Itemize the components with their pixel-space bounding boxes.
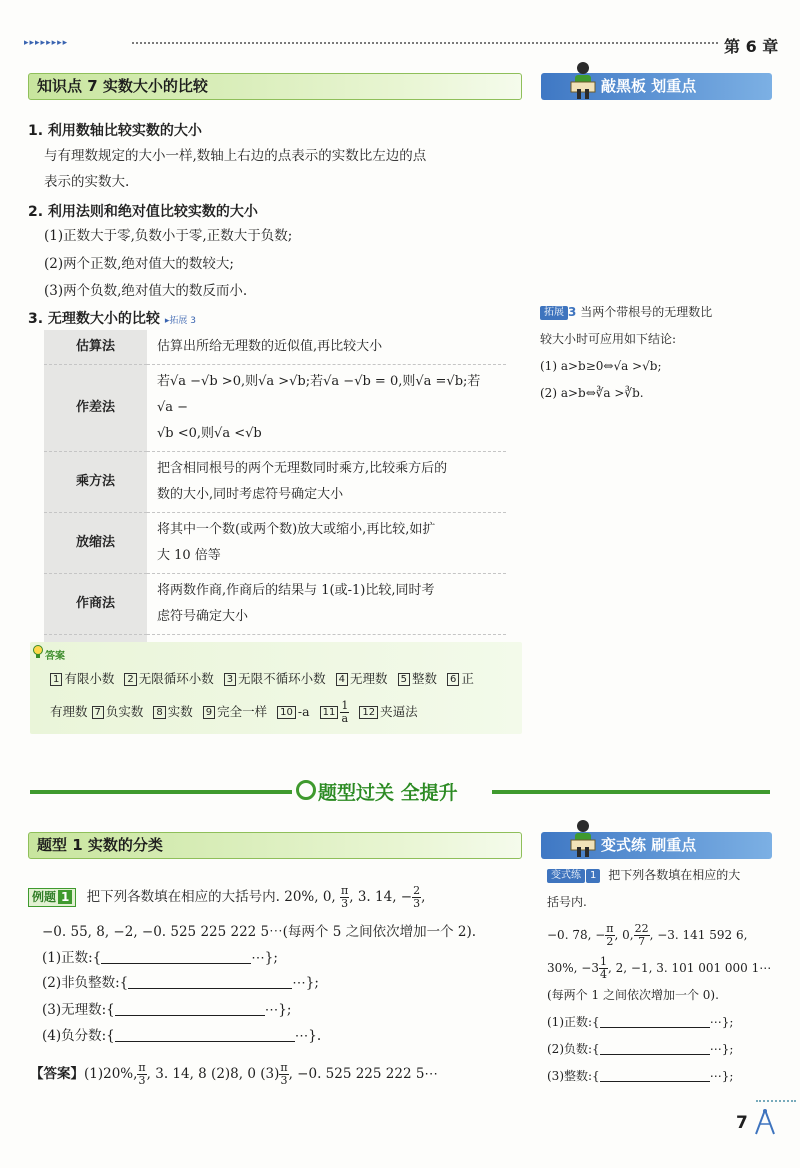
frac-den: 2	[606, 935, 614, 948]
answer-text: 正	[461, 671, 474, 686]
extension-badge: 拓展	[540, 306, 568, 320]
method-description	[147, 513, 506, 574]
answer-text: 整数	[411, 671, 437, 686]
variant-blank-tail: ⋯};	[709, 1069, 734, 1083]
answer-part-c: , −0. 525 225 222 5⋯	[288, 1066, 438, 1082]
method-desc-line2: 数的大小,同时考虑符号确定大小	[157, 487, 344, 502]
s2-line3: (3)两个负数,绝对值大的数反而小.	[44, 283, 248, 299]
example-text-b: , 3. 14, −	[349, 889, 413, 905]
s1-heading: 1. 利用数轴比较实数的大小	[28, 123, 202, 139]
variant-l4b: , 2, −1, 3. 101 001 000 1⋯	[608, 961, 772, 975]
compass-icon	[752, 1108, 778, 1136]
variant-blank-integer	[547, 1063, 775, 1090]
variant-blank-positive-line[interactable]	[600, 1014, 710, 1028]
variant-l4a: 30%, −3	[547, 961, 599, 975]
frac-22-over-7	[634, 923, 650, 948]
method-description	[147, 574, 506, 635]
answer-number: 11	[320, 706, 339, 719]
blank-tail: ⋯};	[292, 975, 319, 991]
answer-item	[92, 704, 144, 719]
lightbulb-icon	[32, 645, 44, 659]
blank-tail: ⋯};	[264, 1002, 292, 1018]
answer-text: 无限循环小数	[138, 671, 214, 686]
answer-item	[203, 704, 267, 719]
blank-positive-line[interactable]	[101, 950, 251, 964]
frac-1-over-4	[599, 956, 608, 981]
frac-num: 2	[413, 884, 421, 897]
answer-text: 夹逼法	[380, 704, 418, 719]
answer-line-2	[50, 700, 428, 725]
method-name: 作差法	[44, 365, 147, 452]
variant-blank-positive	[547, 1009, 775, 1036]
answer-number: 6	[447, 673, 459, 686]
side-note-text2: 较大小时可应用如下结论:	[540, 332, 677, 346]
s1-line2: 表示的实数大.	[44, 174, 130, 190]
method-description	[147, 365, 506, 452]
answer-item	[359, 704, 417, 719]
answer-number: 7	[92, 706, 104, 719]
variant-text5: (每两个 1 之间依次增加一个 0).	[547, 988, 719, 1002]
kp7-title-bar: 知识点 7 实数大小的比较	[28, 73, 522, 100]
method-desc-line2: 虑符号确定大小	[157, 609, 249, 624]
method-desc-line1: 将其中一个数(或两个数)放大或缩小,再比较,如扩	[157, 522, 436, 537]
frac-den: 3	[280, 1074, 288, 1087]
answer-text: 无限不循环小数	[238, 671, 326, 686]
frac-pi-over-3	[137, 1062, 146, 1087]
frac-1-over-a	[340, 700, 349, 725]
answer-number: 3	[224, 673, 236, 686]
banner-rule-right	[492, 790, 770, 794]
side-note-text1: 当两个带根号的无理数比	[580, 305, 713, 319]
variant-blank-negative-line[interactable]	[600, 1041, 710, 1055]
method-desc-line1: 估算出所给无理数的近似值,再比较大小	[157, 339, 383, 354]
banner-title: 题型过关 全提升	[318, 782, 458, 804]
example-badge	[28, 888, 76, 907]
frac-den: a	[341, 712, 349, 725]
example-text-a: 把下列各数填在相应的大括号内. 20%, 0,	[86, 889, 336, 905]
banner-target-icon	[296, 780, 316, 800]
blank-irrational	[42, 996, 291, 1025]
blank-neg-fraction	[42, 1022, 321, 1051]
side-note-text3: (1) a>b≥0⇔√a >√b;	[540, 359, 662, 373]
answer-number: 10	[277, 706, 296, 719]
frac-den: 3	[413, 897, 421, 910]
banner-rule-left	[30, 790, 292, 794]
answer-number: 1	[50, 673, 62, 686]
answer-item	[124, 671, 213, 686]
method-name: 作商法	[44, 574, 147, 635]
frac-num: π	[341, 884, 349, 897]
answer-number: 4	[336, 673, 348, 686]
frac-pi-over-2	[605, 923, 614, 948]
example-badge-text: 例题	[32, 890, 57, 904]
blank-nonneg-int-label: (2)非负整数:{	[42, 975, 129, 991]
frac-num: 22	[634, 922, 649, 935]
method-row	[44, 330, 506, 365]
teacher-figure-icon	[566, 60, 600, 100]
variant-blank-integer-label: (3)整数:{	[547, 1069, 600, 1083]
method-row	[44, 513, 506, 574]
method-description	[147, 330, 506, 365]
answer-item	[153, 704, 192, 719]
variant-blank-tail: ⋯};	[709, 1015, 734, 1029]
answer-line-1	[50, 669, 484, 687]
answer-label: 【答案】	[30, 1066, 84, 1082]
answer-text: 负实数	[105, 704, 144, 719]
s1-line1: 与有理数规定的大小一样,数轴上右边的点表示的实数比左边的点	[44, 148, 427, 164]
methods-table	[44, 330, 506, 670]
variant-blank-negative-label: (2)负数:{	[547, 1042, 600, 1056]
answer-text: -a	[297, 704, 310, 719]
blank-tail-last: ⋯}.	[294, 1028, 322, 1044]
method-desc-line1: 将两数作商,作商后的结果与 1(或-1)比较,同时考	[157, 583, 435, 598]
frac-2-over-3	[412, 885, 421, 910]
answer-text: 无理数	[350, 671, 388, 686]
answer-number: 12	[359, 706, 378, 719]
variant-l3a: −0. 7̇8̇, −	[547, 928, 606, 942]
variant-blank-positive-label: (1)正数:{	[547, 1015, 600, 1029]
answer-item	[398, 671, 437, 686]
answer-number: 9	[203, 706, 215, 719]
method-name: 乘方法	[44, 452, 147, 513]
frac-num: π	[138, 1061, 146, 1074]
blank-nonneg-int-line[interactable]	[128, 975, 292, 989]
answer-part-b: , 3. 14, 8 (2)8, 0 (3)	[146, 1066, 280, 1082]
variant-line3	[547, 922, 775, 949]
blank-positive-label: (1)正数:{	[42, 950, 102, 966]
method-desc-line2: √b <0,则√a <√b	[157, 426, 262, 441]
frac-pi-over-3	[279, 1062, 288, 1087]
frac-num: 1	[341, 699, 349, 712]
blank-irrational-line[interactable]	[115, 1002, 265, 1016]
answer-line2-lead: 有理数	[50, 704, 88, 719]
answer-text: 有限小数	[64, 671, 115, 686]
answer-item	[336, 671, 388, 686]
answer-item	[320, 699, 350, 725]
answer-number: 2	[124, 673, 136, 686]
variant-blank-negative	[547, 1036, 775, 1063]
s2-heading: 2. 利用法则和绝对值比较实数的大小	[28, 204, 258, 220]
variant-badge-num: 1	[586, 869, 600, 883]
s3-extension-link[interactable]: ▸拓展 3	[164, 316, 196, 326]
variant-text1: 把下列各数填在相应的大	[608, 868, 741, 882]
page-number: 7	[736, 1113, 748, 1133]
side-top-bar: 敲黑板 划重点	[541, 73, 772, 100]
blank-neg-fraction-line[interactable]	[115, 1028, 295, 1042]
blank-neg-fraction-label: (4)负分数:{	[42, 1028, 115, 1044]
student-figure-icon	[566, 818, 600, 858]
side-note-extension	[540, 299, 780, 407]
answer-item	[50, 671, 114, 686]
s3-heading	[28, 308, 196, 328]
s2-line1: (1)正数大于零,负数小于零,正数大于负数;	[44, 228, 293, 244]
blank-tail: ⋯};	[251, 950, 278, 966]
header-rule	[132, 42, 718, 44]
method-description	[147, 452, 506, 513]
example-badge-num: 1	[58, 890, 72, 904]
q1-title-bar: 题型 1 实数的分类	[28, 832, 522, 859]
answer-text: 完全一样	[217, 704, 268, 719]
chapter-label: 第 6 章	[724, 37, 779, 56]
frac-num: π	[606, 922, 614, 935]
variant-blank-tail: ⋯};	[709, 1042, 734, 1056]
frac-den: 7	[638, 935, 646, 948]
frac-num: 1	[600, 955, 607, 968]
side-note-text4: (2) a>b⇔∛a >∛b.	[540, 386, 644, 400]
answer-line2-items	[92, 699, 428, 725]
method-desc-line2: 大 10 倍等	[157, 548, 221, 563]
answer-item	[224, 671, 326, 686]
answer-part-a: (1)20%,	[84, 1066, 138, 1082]
example-1-line1: 例题 1 把下列各数填在相应的大括号内. 20%, 0, $\frac{\pi}{3}$ , 3. 14, − $\frac{2}{3}$ ,	[28, 885, 425, 910]
variant-blank-integer-line[interactable]	[600, 1068, 710, 1082]
method-desc-line1: 若√a −√b >0,则√a >√b;若√a −√b = 0,则√a =√b;若√a −	[157, 374, 481, 415]
frac-den: 4	[600, 968, 607, 981]
method-row	[44, 365, 506, 452]
answer-title: 答案	[45, 651, 65, 662]
variant-l3b: , 0,	[614, 928, 634, 942]
side-note-line1	[540, 299, 780, 326]
frac-num: π	[280, 1061, 288, 1074]
variant-line1	[547, 862, 775, 889]
frac-den: 3	[138, 1074, 146, 1087]
example-1-answer	[30, 1062, 438, 1087]
header-arrows: ▸▸▸▸▸▸▸▸	[24, 38, 69, 48]
side-bottom-bar: 变式练 刷重点	[541, 832, 772, 859]
answer-number: 5	[398, 673, 410, 686]
blank-irrational-label: (3)无理数:{	[42, 1002, 115, 1018]
answer-number: 8	[153, 706, 165, 719]
answer-item	[447, 671, 474, 686]
method-name: 估算法	[44, 330, 147, 365]
frac-pi-over-3	[340, 885, 349, 910]
page-decoration	[756, 1100, 796, 1104]
example-1-line2: −0. 55, 8, −2, −0. 525 225 222 5⋯(每两个 5 之间依次增加一个 2).	[42, 924, 477, 940]
variant-line4	[547, 955, 775, 982]
answer-item	[277, 704, 309, 719]
s2-line2: (2)两个正数,绝对值大的数较大;	[44, 256, 234, 272]
method-row	[44, 574, 506, 635]
s3-heading-text: 3. 无理数大小的比较	[28, 311, 160, 327]
answer-text: 实数	[167, 704, 193, 719]
frac-den: 3	[341, 897, 349, 910]
blank-nonneg-int	[42, 969, 319, 998]
variant-text2: 括号内.	[547, 895, 587, 909]
extension-badge-num: 3	[568, 305, 577, 319]
method-desc-line1: 把含相同根号的两个无理数同时乘方,比较乘方后的	[157, 461, 448, 476]
method-row	[44, 452, 506, 513]
method-name: 放缩法	[44, 513, 147, 574]
variant-l3c: , −3. 141 592 6,	[649, 928, 748, 942]
variant-exercise	[547, 862, 775, 1090]
variant-badge: 变式练	[547, 869, 585, 883]
